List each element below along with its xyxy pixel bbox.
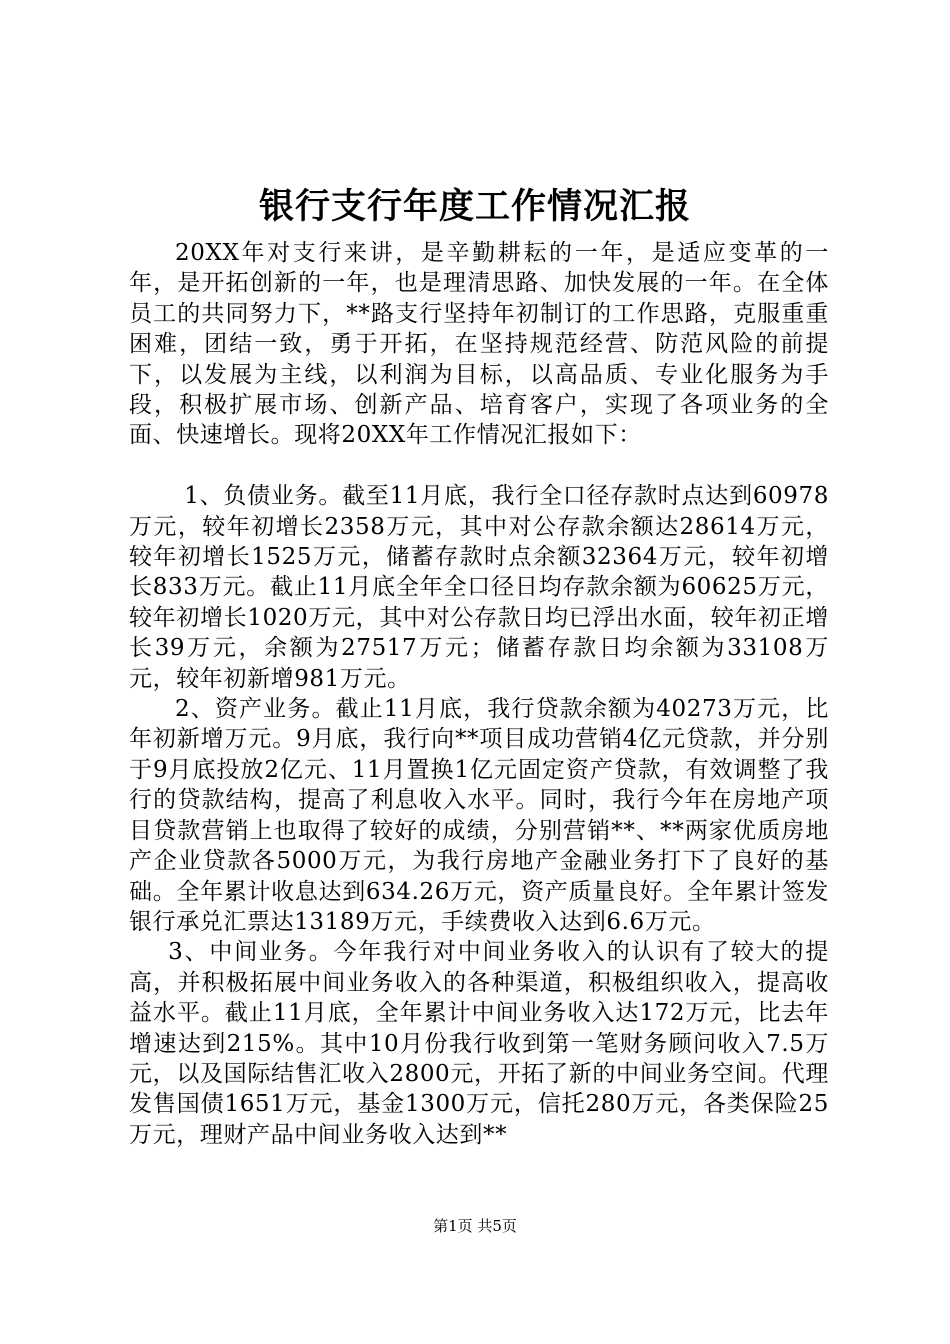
section-liability-business: 1、负债业务。截至11月底，我行全口径存款时点达到60978万元，较年初增长2358万元，其中对公存款余额达28614万元，较年初增长1525万元，储蓄存款时点余额32364万元，较年初增长833万元。截止11月底全年全口径日均存款余额为60625万元，较年初增长1020万元，其中对公存款日均已浮出水面，较年初正增长39万元，余额为27517万元；储蓄存款日均余额为33108万元，较年初新增981万元。	[129, 483, 829, 692]
intro-paragraph: 20XX年对支行来讲，是辛勤耕耘的一年，是适应变革的一年，是开拓创新的一年，也是理清思路、加快发展的一年。在全体员工的共同努力下，**路支行坚持年初制订的工作思路，克服重重困难，团结一致，勇于开拓，在坚持规范经营、防范风险的前提下，以发展为主线，以利润为目标，以高品质、专业化服务为手段，积极扩展市场、创新产品、培育客户，实现了各项业务的全面、快速增长。现将20XX年工作情况汇报如下：	[129, 240, 829, 449]
section-intermediate-business: 3、中间业务。今年我行对中间业务收入的认识有了较大的提高，并积极拓展中间业务收入的各种渠道，积极组织收入，提高收益水平。截止11月底，全年累计中间业务收入达172万元，比去年增速达到215%。其中10月份我行收到第一笔财务顾问收入7.5万元，以及国际结售汇收入2800元，开拓了新的中间业务空间。代理发售国债1651万元，基金1300万元，信托280万元，各类保险25万元，理财产品中间业务收入达到**	[129, 939, 829, 1148]
document-title: 银行支行年度工作情况汇报	[258, 187, 691, 227]
document-body	[129, 238, 829, 1150]
section-asset-business: 2、资产业务。截止11月底，我行贷款余额为40273万元，比年初新增万元。9月底，我行向**项目成功营销4亿元贷款，并分别于9月底投放2亿元、11月置换1亿元固定资产贷款，有效调整了我行的贷款结构，提高了利息收入水平。同时，我行今年在房地产项目贷款营销上也取得了较好的成绩，分别营销**、**两家优质房地产企业贷款各5000万元，为我行房地产金融业务打下了良好的基础。全年累计收息达到634.26万元，资产质量良好。全年累计签发银行承兑汇票达13189万元，手续费收入达到6.6万元。	[129, 696, 829, 935]
page-number: 第1页 共5页	[433, 1217, 517, 1235]
paragraph-spacer	[129, 451, 829, 481]
